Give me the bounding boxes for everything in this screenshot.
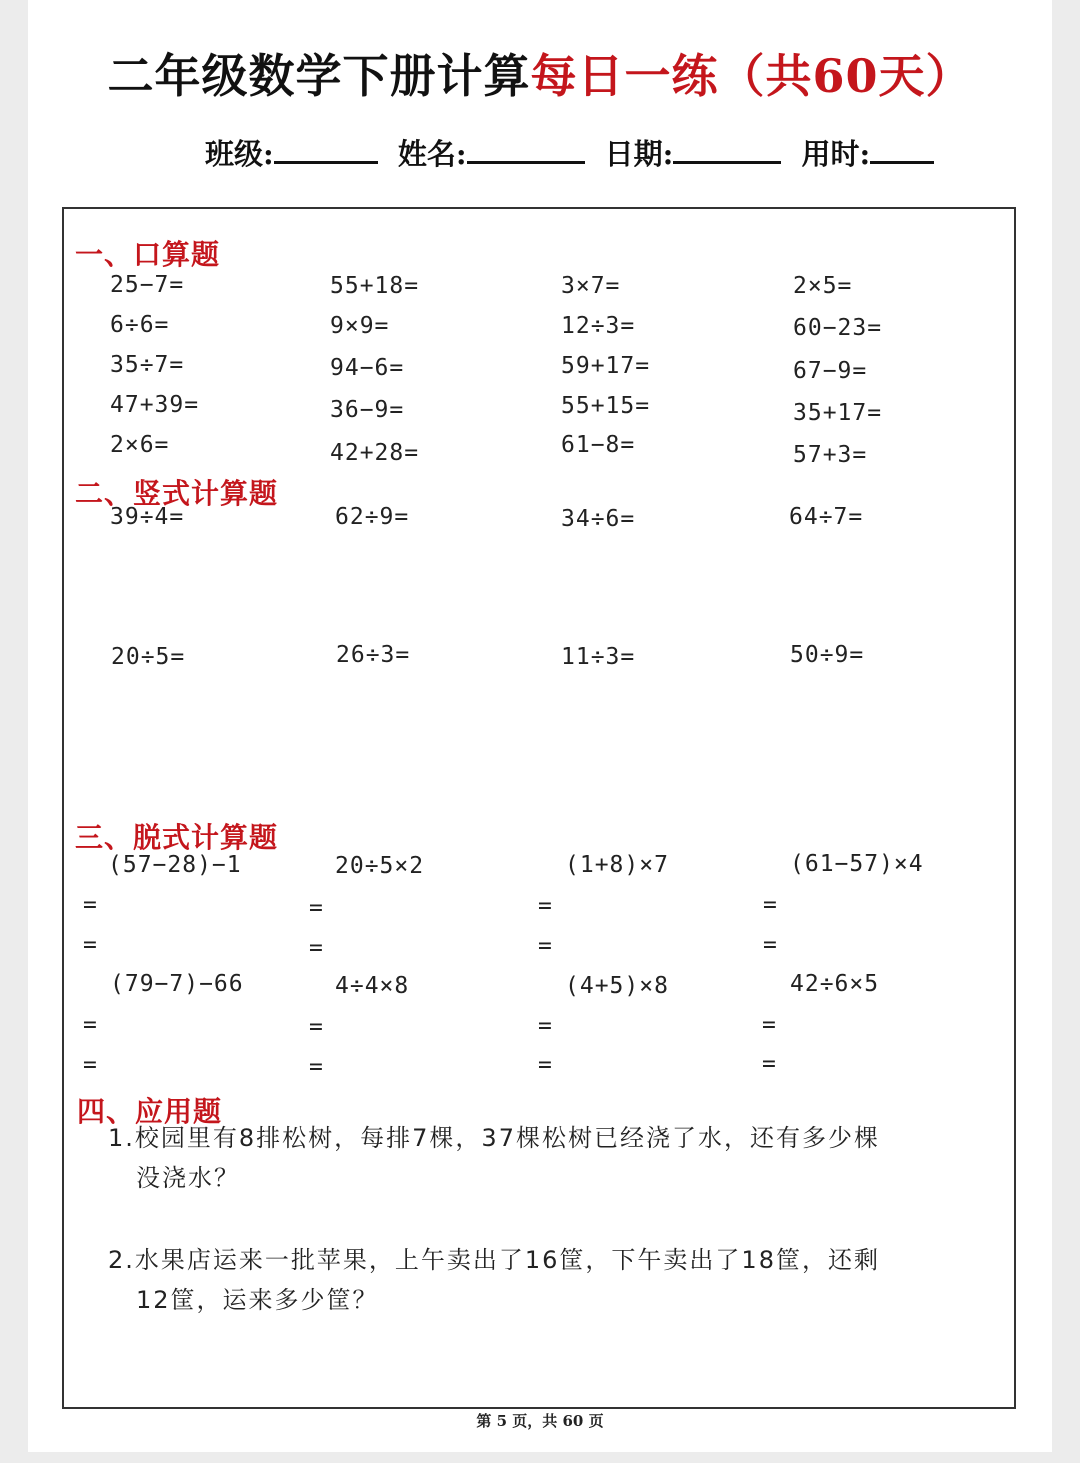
section-heading-oral: 一、口算题	[75, 238, 221, 271]
oral-question: 6÷6=	[110, 312, 170, 338]
time-blank[interactable]	[870, 133, 934, 164]
oral-question: 55+15=	[561, 393, 651, 419]
word-problem-line: 没浇水？	[136, 1164, 240, 1192]
oral-question: 36−9=	[330, 397, 405, 423]
name-field	[398, 132, 595, 173]
equals-sign: =	[762, 1012, 776, 1038]
date-label: 日期:	[604, 137, 674, 171]
equals-sign: =	[762, 1051, 776, 1077]
step-question: (4+5)×8	[565, 973, 669, 999]
vertical-question: 62÷9=	[335, 504, 410, 530]
oral-question: 61−8=	[561, 432, 636, 458]
equals-sign: =	[83, 1012, 97, 1038]
oral-question: 57+3=	[793, 442, 868, 468]
info-row	[205, 132, 944, 172]
class-field	[205, 132, 388, 173]
title-black: 二年级数学下册计算	[107, 49, 531, 103]
oral-question: 2×6=	[110, 432, 170, 458]
equals-sign: =	[83, 892, 97, 918]
step-question: (1+8)×7	[565, 852, 669, 878]
equals-sign: =	[538, 1013, 552, 1039]
oral-question: 35+17=	[793, 400, 883, 426]
name-label: 姓名:	[397, 137, 467, 171]
class-label: 班级:	[205, 137, 274, 171]
section-heading-vertical: 二、竖式计算题	[75, 477, 279, 510]
oral-question: 59+17=	[561, 353, 651, 379]
step-question: 20÷5×2	[335, 853, 425, 879]
page-footer: 第 5 页，共 60 页	[476, 1412, 604, 1430]
vertical-question: 39÷4=	[110, 504, 185, 530]
word-problem-1	[108, 1118, 968, 1198]
word-problem-line: 1.校园里有8排松树，每排7棵，37棵松树已经浇了水，还有多少棵	[108, 1124, 880, 1152]
section-heading-step: 三、脱式计算题	[75, 821, 279, 854]
vertical-question: 64÷7=	[789, 504, 864, 530]
equals-sign: =	[309, 1054, 323, 1080]
oral-question: 9×9=	[330, 313, 390, 339]
vertical-question: 50÷9=	[790, 642, 865, 668]
equals-sign: =	[538, 1052, 552, 1078]
vertical-question: 20÷5=	[111, 644, 186, 670]
step-question: (57−28)−1	[108, 852, 242, 878]
equals-sign: =	[763, 892, 777, 918]
oral-question: 47+39=	[110, 392, 200, 418]
equals-sign: =	[309, 935, 323, 961]
vertical-question: 11÷3=	[561, 644, 636, 670]
equals-sign: =	[763, 932, 777, 958]
oral-question: 25−7=	[110, 272, 185, 298]
oral-question: 60−23=	[793, 315, 883, 341]
page-title	[0, 40, 1080, 106]
word-problem-2	[108, 1240, 968, 1320]
date-blank[interactable]	[673, 133, 781, 164]
equals-sign: =	[83, 932, 97, 958]
equals-sign: =	[309, 895, 323, 921]
oral-question: 2×5=	[793, 273, 853, 299]
section-heading-word: 四、应用题	[77, 1095, 223, 1128]
oral-question: 35÷7=	[110, 352, 185, 378]
step-question: (79−7)−66	[110, 971, 244, 997]
oral-question: 94−6=	[330, 355, 405, 381]
class-blank[interactable]	[274, 133, 378, 164]
step-question: 42÷6×5	[790, 971, 880, 997]
name-blank[interactable]	[467, 133, 585, 164]
time-label: 用时:	[801, 137, 871, 171]
exercise-frame	[62, 207, 1016, 1409]
date-field	[605, 132, 792, 173]
equals-sign: =	[538, 893, 552, 919]
word-problem-line: 2.水果店运来一批苹果，上午卖出了16筐，下午卖出了18筐，还剩	[108, 1246, 880, 1274]
oral-question: 42+28=	[330, 440, 420, 466]
title-red: 每日一练（共60天）	[530, 49, 973, 103]
oral-question: 12÷3=	[561, 313, 636, 339]
equals-sign: =	[309, 1014, 323, 1040]
equals-sign: =	[83, 1052, 97, 1078]
time-field	[801, 132, 944, 173]
equals-sign: =	[538, 933, 552, 959]
oral-question: 55+18=	[330, 273, 420, 299]
word-problem-line: 12筐，运来多少筐？	[136, 1286, 379, 1314]
step-question: 4÷4×8	[335, 973, 410, 999]
vertical-question: 34÷6=	[561, 506, 636, 532]
oral-question: 3×7=	[561, 273, 621, 299]
step-question: (61−57)×4	[790, 851, 924, 877]
vertical-question: 26÷3=	[336, 642, 411, 668]
oral-question: 67−9=	[793, 358, 868, 384]
